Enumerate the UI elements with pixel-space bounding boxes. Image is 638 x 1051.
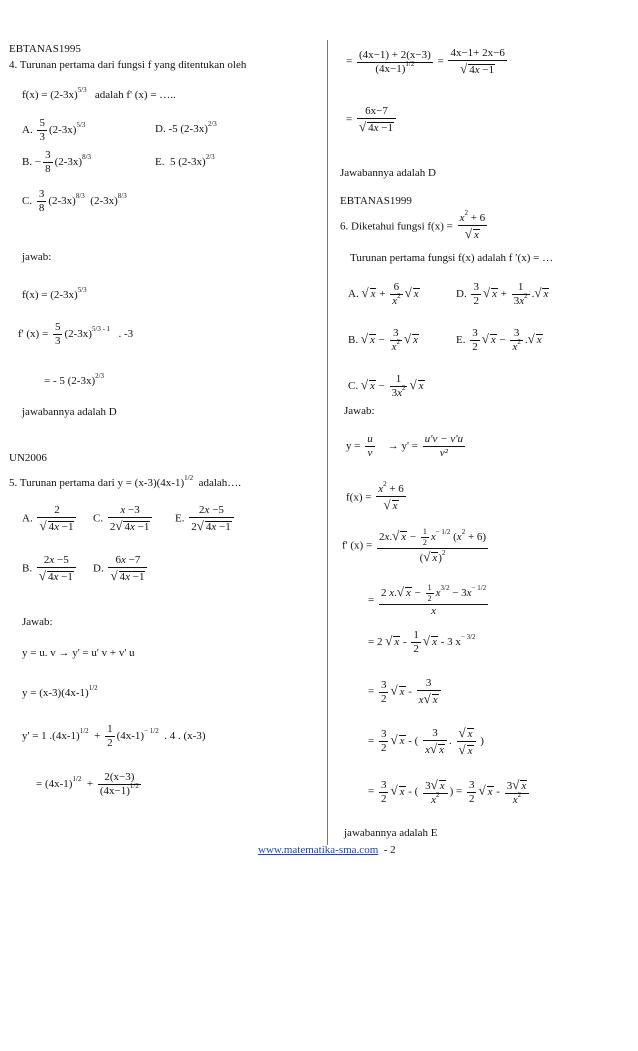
q6-option-e: E. $\frac{3}{2}$ √ x − $\frac{3}{x^2}$ .√ x [456, 327, 542, 353]
q6-option-a: A. √ x + $\frac{6}{x^2}$ √ x [348, 281, 419, 307]
q5-option-e: E. $\frac{2x -5}{2√ 4x -1}$ [175, 505, 236, 533]
source-ebtanas1995: EBTANAS1995 [9, 43, 81, 55]
question-4: 4. Turunan pertama dari fungsi f yang ditentukan oleh [9, 59, 247, 71]
q5-cont-eq2: = $\frac{6x-7}{√ 4x -1}$ [346, 106, 398, 134]
q6-step2: = 2 √ x - $\frac{1}{2}$ √ x - 3 $x^{- 3/2}$ [368, 629, 476, 655]
q5-option-b: B. $\frac{2x -5}{√ 4x -1}$ [22, 555, 78, 583]
q6-option-d: D. $\frac{3}{2}$ √ x + $\frac{1}{3x^2}$ .√ x [456, 281, 549, 307]
q6-jawab-label: Jawab: [344, 405, 375, 417]
q6-subquestion: Turunan pertama fungsi f(x) adalah f ′(x) = … [350, 252, 554, 264]
q4-option-a: A. $\frac{5}{3}$ $(2-3x)^{5/3}$ [22, 117, 86, 143]
q5-rule: y = u. v → y' = u' v + v' u [22, 647, 135, 659]
q4-option-c: C. $\frac{3}{8}$ $(2-3x)^{8/3}$ $(2-3x)^{8/3}$ [22, 188, 127, 214]
q6-answer: jawabannya adalah E [344, 827, 438, 839]
question-6: 6. Diketahui fungsi f(x) = $\frac{x^2 + 6}{√ x}$ [340, 209, 486, 241]
q6-step3: = $\frac{3}{2}$ √ x - $\frac{3}{x√ x}$ [368, 678, 443, 706]
q6-fprime: f' (x) = 2x.√ x − $\frac{1}{2}$ $x^{- 1/2}$ $(x^2 + 6)$ (√ x)$^2$ [342, 527, 487, 564]
page-number: - 2 [383, 844, 396, 856]
source-ebtanas1999: EBTANAS1999 [340, 195, 412, 207]
q6-f: f(x) = $\frac{x^2 + 6}{√ x}$ [346, 480, 404, 512]
question-5: 5. Turunan pertama dari $y = (x-3)(4x-1)^{1/2}$ adalah…. [9, 474, 242, 489]
column-divider [327, 40, 328, 845]
q6-step5: = $\frac{3}{2}$ √ x - ( $\frac{3√ x}{x^2}$ ) = $\frac{3}{2}$ √ x - $\frac{3√ x}{x^2}$ [368, 778, 531, 806]
q6-step1: = 2 x.√ x − $\frac{1}{2}$ $x^{3/2} - 3x^{- 1/2}$ x [368, 583, 487, 617]
q5-option-d: D. $\frac{6x -7}{√ 4x -1}$ [93, 555, 149, 583]
q4-step3: = - 5 $(2-3x)^{2/3}$ [44, 372, 105, 387]
source-un2006: UN2006 [9, 452, 47, 464]
q4-step1: $f(x) = (2-3x)^{5/3}$ [22, 286, 87, 301]
q5-answer: Jawabannya adalah D [340, 167, 436, 179]
q5-step1: $y = (x-3)(4x-1)^{1/2}$ [22, 684, 98, 699]
footer [258, 845, 396, 856]
q4-jawab-label: jawab: [22, 251, 52, 263]
q6-step4: = $\frac{3}{2}$ √ x - ( $\frac{3}{x√ x}$ . $\frac{√ x}{√ x}$ ) [368, 725, 484, 757]
q6-option-b: B. √ x − $\frac{3}{x^2}$ √ x [348, 327, 419, 353]
q4-option-b: B. − $\frac{3}{8}$ $(2-3x)^{8/3}$ [22, 149, 92, 175]
q4-answer: jawabannya adalah D [22, 406, 117, 418]
q6-option-c: C. √ x − $\frac{1}{3x^2}$ √ x [348, 373, 424, 399]
q5-cont-eq1: = $\frac{(4x-1) + 2(x-3)}{(4x-1)^{1/2}}$ = $\frac{4x-1+ 2x-6}{√ 4x -1}$ [346, 47, 505, 76]
q4-option-e: E. 5 $(2-3x)^{2/3}$ [155, 153, 215, 168]
q5-option-c: C. $\frac{x -3}{2√ 4x -1}$ [93, 505, 154, 533]
q4-given: $f(x) = (2-3x)^{5/3}$ adalah f' (x) = ….. [22, 86, 176, 101]
q5-option-a: A. $\frac{2}{√ 4x -1}$ [22, 505, 78, 533]
q4-option-d: D. -5 $(2-3x)^{2/3}$ [155, 120, 217, 135]
site-link[interactable]: www.matematika-sma.com [258, 844, 379, 856]
q5-step3: = $(4x-1)^{1/2}$ + $\frac{2(x-3)}{(4x-1)^{1/2}}$ [36, 771, 139, 797]
q5-jawab-label: Jawab: [22, 616, 53, 628]
q5-step2: y' = 1 $.(4x-1)^{1/2}$ + $\frac{1}{2}$ $(4x-1)^{- 1/2}$ . 4 . (x-3) [22, 723, 206, 749]
q4-step2: f' (x) = $\frac{5}{3}$ $(2-3x)^{5/3 - 1}$ . -3 [18, 321, 134, 347]
q6-rule: y = $\frac{u}{v}$ → y' = $\frac{u'v - v'u}{\text{v²}}$ [346, 433, 464, 459]
